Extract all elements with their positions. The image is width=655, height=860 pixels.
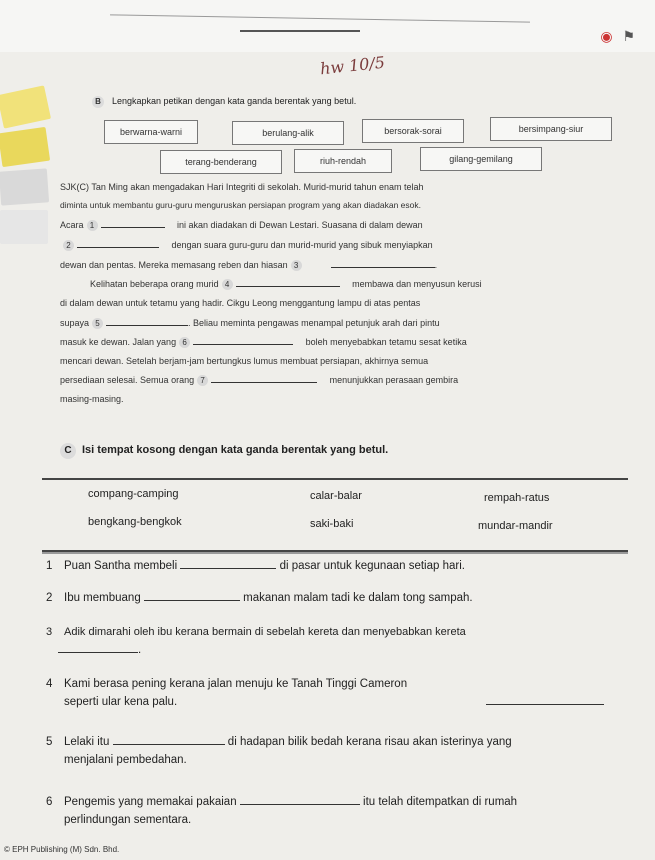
question-text: di hadapan bilik bedah kerana risau akan isterinya yang — [227, 736, 512, 748]
word-bank-item: mundar-mandir — [478, 520, 553, 532]
passage-text: membawa dan menyusun kerusi — [352, 279, 482, 289]
passage-text: masuk ke dewan. Jalan yang — [60, 337, 177, 347]
answer-blank[interactable] — [101, 227, 165, 228]
answer-blank[interactable] — [77, 247, 159, 248]
blank-number: 1 — [87, 220, 98, 231]
passage-line: SJK(C) Tan Ming akan mengadakan Hari Integriti di sekolah. Murid-murid tahun enam telah — [60, 182, 424, 192]
answer-blank[interactable] — [240, 804, 360, 805]
answer-blank[interactable] — [113, 744, 225, 745]
word-box: berwarna-warni — [104, 120, 198, 144]
header-icons — [600, 28, 635, 45]
passage-line: masing-masing. — [60, 394, 124, 404]
blank-number: 3 — [291, 260, 302, 271]
passage-text: supaya — [60, 318, 90, 328]
question-1 — [46, 558, 465, 574]
flag-icon: ⚑ — [622, 28, 635, 44]
word-box: riuh-rendah — [294, 149, 392, 173]
question-text: seperti ular kena palu. — [64, 696, 178, 708]
question-4 — [46, 676, 407, 692]
passage-line — [60, 256, 437, 274]
passage-line — [60, 371, 458, 389]
answer-blank[interactable] — [486, 704, 604, 705]
word-box: bersorak-sorai — [362, 119, 464, 143]
passage-text: persediaan selesai. Semua orang — [60, 375, 195, 385]
question-text: Puan Santha membeli — [64, 560, 178, 572]
question-6 — [46, 794, 517, 810]
answer-blank[interactable] — [58, 652, 138, 653]
answer-blank[interactable] — [144, 600, 240, 601]
divider-line — [240, 30, 360, 32]
question-text: itu telah ditempatkan di rumah — [363, 796, 518, 808]
blank-number: 7 — [197, 375, 208, 386]
sticky-tabs — [0, 90, 48, 330]
question-number: 5 — [46, 736, 53, 748]
blank-number: 4 — [222, 279, 233, 290]
question-6-line-2: perlindungan sementara. — [64, 814, 192, 826]
blank-number: 2 — [63, 240, 74, 251]
sticky-note-tab — [0, 210, 48, 244]
question-number: 6 — [46, 796, 53, 808]
pin-icon: ◉ — [600, 28, 613, 44]
passage-text: Kelihatan beberapa orang murid — [90, 279, 219, 289]
passage-line — [60, 236, 433, 254]
word-bank-item: saki-baki — [310, 518, 354, 530]
question-4-line-2 — [64, 694, 604, 710]
blank-number: 5 — [92, 318, 103, 329]
word-box: terang-benderang — [160, 150, 282, 174]
question-3-answer-line — [58, 642, 141, 658]
question-5 — [46, 734, 512, 750]
blank-number: 6 — [179, 337, 190, 348]
passage-text: menunjukkan perasaan gembira — [329, 375, 459, 385]
passage-text: dengan suara guru-guru dan murid-murid yang sibuk menyiapkan — [171, 240, 433, 250]
question-2 — [46, 590, 473, 606]
sticky-note-tab — [0, 85, 51, 128]
question-text: makanan malam tadi ke dalam tong sampah. — [243, 592, 473, 604]
question-text: . — [138, 644, 142, 656]
passage-text: . — [434, 260, 438, 270]
word-bank-item: compang-camping — [88, 488, 179, 500]
question-5-line-2: menjalani pembedahan. — [64, 754, 187, 766]
question-number: 3 — [46, 626, 53, 638]
question-text: Adik dimarahi oleh ibu kerana bermain di sebelah kereta dan menyebabkan kereta — [64, 626, 466, 638]
passage-line: di dalam dewan untuk tetamu yang hadir. Cikgu Leong menggantung lampu di atas pentas — [60, 298, 421, 308]
previous-page-strip — [0, 0, 655, 52]
passage-line — [60, 216, 423, 234]
answer-blank[interactable] — [180, 568, 276, 569]
question-text: Kami berasa pening kerana jalan menuju ke Tanah Tinggi Cameron — [64, 678, 408, 690]
passage-text: dewan dan pentas. Mereka memasang reben dan hiasan — [60, 260, 288, 270]
question-text: Ibu membuang — [64, 592, 141, 604]
section-b-instruction: Lengkapkan petikan dengan kata ganda berentak yang betul. — [112, 96, 357, 106]
answer-blank[interactable] — [331, 267, 435, 268]
question-number: 4 — [46, 678, 53, 690]
section-c-badge: C — [60, 443, 76, 459]
question-number: 2 — [46, 592, 53, 604]
question-number: 1 — [46, 560, 53, 572]
passage-text: . Beliau meminta pengawas menampal petunjuk arah dari pintu — [188, 318, 440, 328]
word-bank-item: rempah-ratus — [484, 492, 550, 504]
passage-text: ini akan diadakan di Dewan Lestari. Suasana di dalam dewan — [177, 220, 423, 230]
passage-text: boleh menyebabkan tetamu sesat ketika — [305, 337, 467, 347]
answer-blank[interactable] — [211, 382, 317, 383]
question-text: Pengemis yang memakai pakaian — [64, 796, 237, 808]
passage-line — [90, 275, 482, 293]
section-b-heading — [92, 96, 356, 108]
sticky-note-tab — [0, 127, 50, 167]
sticky-note-tab — [0, 168, 49, 205]
section-c-instruction: Isi tempat kosong dengan kata ganda berentak yang betul. — [82, 444, 389, 456]
passage-text: Acara — [60, 220, 84, 230]
question-3 — [46, 624, 466, 640]
word-box: gilang-gemilang — [420, 147, 542, 171]
copyright-footer: © EPH Publishing (M) Sdn. Bhd. — [4, 845, 120, 854]
question-text: Lelaki itu — [64, 736, 110, 748]
answer-blank[interactable] — [106, 325, 188, 326]
word-box: berulang-alik — [232, 121, 344, 145]
passage-line — [60, 333, 467, 351]
answer-blank[interactable] — [236, 286, 340, 287]
word-bank-item: calar-balar — [310, 490, 362, 502]
word-bank-item: bengkang-bengkok — [88, 516, 182, 528]
passage-line: diminta untuk membantu guru-guru menguruskan persiapan program yang akan diadakan esok. — [60, 200, 421, 210]
handwritten-note: hw 10/5 — [319, 52, 386, 79]
question-text: di pasar untuk kegunaan setiap hari. — [279, 560, 465, 572]
answer-blank[interactable] — [193, 344, 293, 345]
word-bank — [42, 478, 628, 552]
passage-line — [60, 314, 440, 332]
word-box: bersimpang-siur — [490, 117, 612, 141]
passage-line: mencari dewan. Setelah berjam-jam bertungkus lumus membuat persiapan, akhirnya semua — [60, 356, 429, 366]
section-c-heading — [60, 443, 388, 459]
section-b-badge: B — [92, 96, 104, 108]
